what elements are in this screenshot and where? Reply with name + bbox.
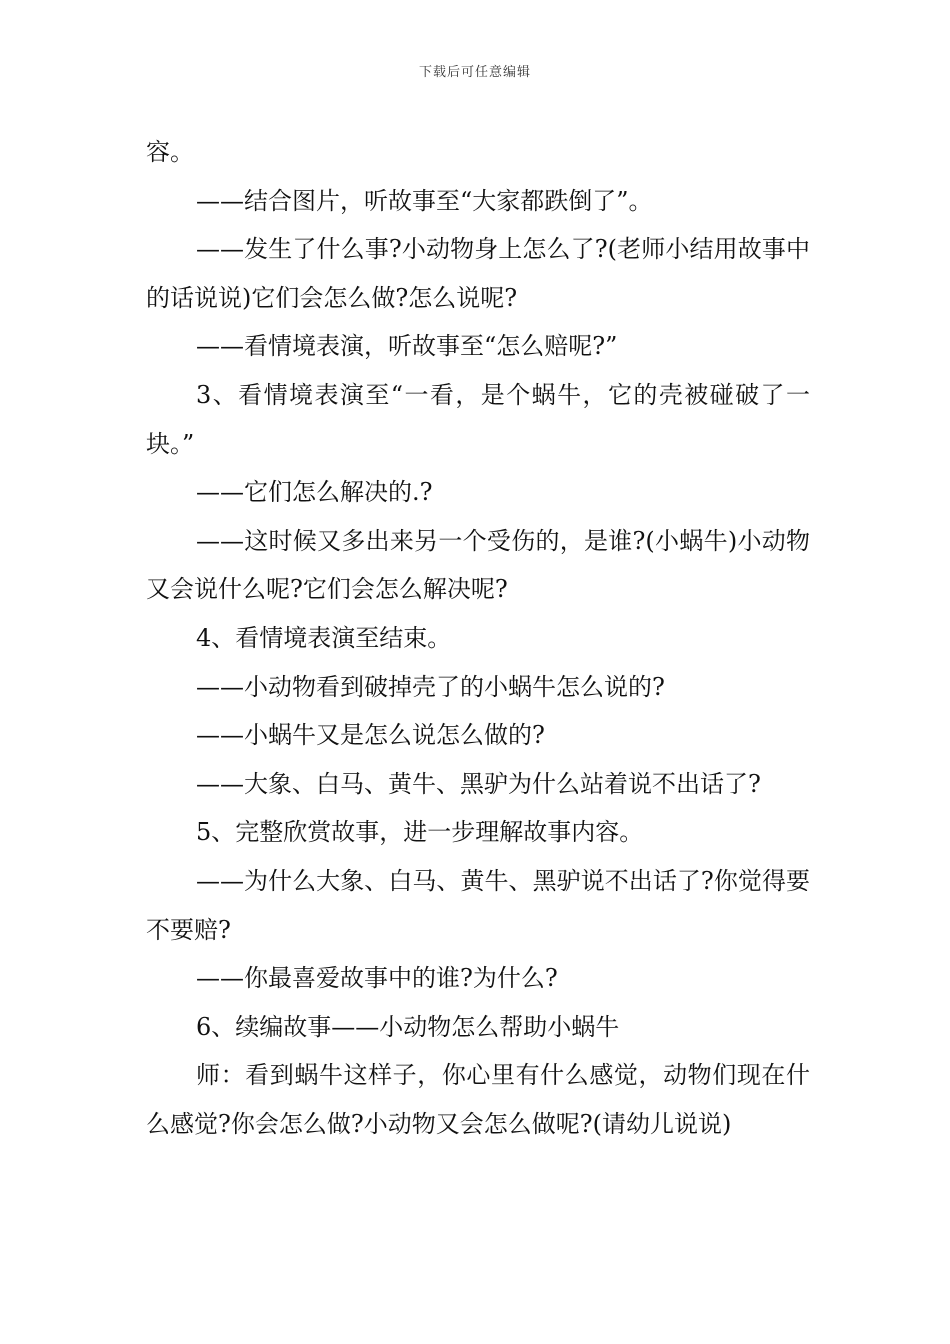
paragraph-6: ——它们怎么解决的.? — [196, 478, 433, 507]
paragraph-9: ——小动物看到破掉壳了的小蜗牛怎么说的? — [196, 672, 665, 701]
paragraph-7: ——这时候又多出来另一个受伤的，是谁?(小蜗牛)小动物又会说什么呢?它们会怎么解决呢? — [146, 526, 810, 604]
paragraph-4: ——看情境表演，听故事至“怎么赔呢?” — [196, 332, 618, 361]
paragraph-8: 4、看情境表演至结束。 — [196, 623, 452, 652]
paragraph-12: 5、完整欣赏故事，进一步理解故事内容。 — [196, 818, 644, 847]
paragraph-15: 6、续编故事——小动物怎么帮助小蜗牛 — [196, 1012, 620, 1041]
paragraph-14: ——你最喜爱故事中的谁?为什么? — [196, 964, 558, 993]
paragraph-16: 师：看到蜗牛这样子，你心里有什么感觉，动物们现在什么感觉?你会怎么做?小动物又会怎么做呢?(请幼儿说说) — [146, 1061, 810, 1138]
document-body — [146, 128, 810, 1148]
paragraph-13: ——为什么大象、白马、黄牛、黑驴说不出话了?你觉得要不要赔? — [146, 866, 810, 944]
paragraph-2: ——结合图片，听故事至“大家都跌倒了”。 — [196, 186, 653, 215]
paragraph-1: 容。 — [146, 138, 194, 166]
paragraph-11: ——大象、白马、黄牛、黑驴为什么站着说不出话了? — [196, 769, 761, 798]
page-header: 下载后可任意编辑 — [418, 65, 531, 80]
paragraph-3: ——发生了什么事?小动物身上怎么了?(老师小结用故事中的话说说)它们会怎么做?怎么说呢? — [146, 235, 810, 312]
paragraph-10: ——小蜗牛又是怎么说怎么做的? — [196, 721, 545, 750]
paragraph-5: 3、看情境表演至“一看，是个蜗牛，它的壳被碰破了一块。” — [146, 380, 810, 458]
